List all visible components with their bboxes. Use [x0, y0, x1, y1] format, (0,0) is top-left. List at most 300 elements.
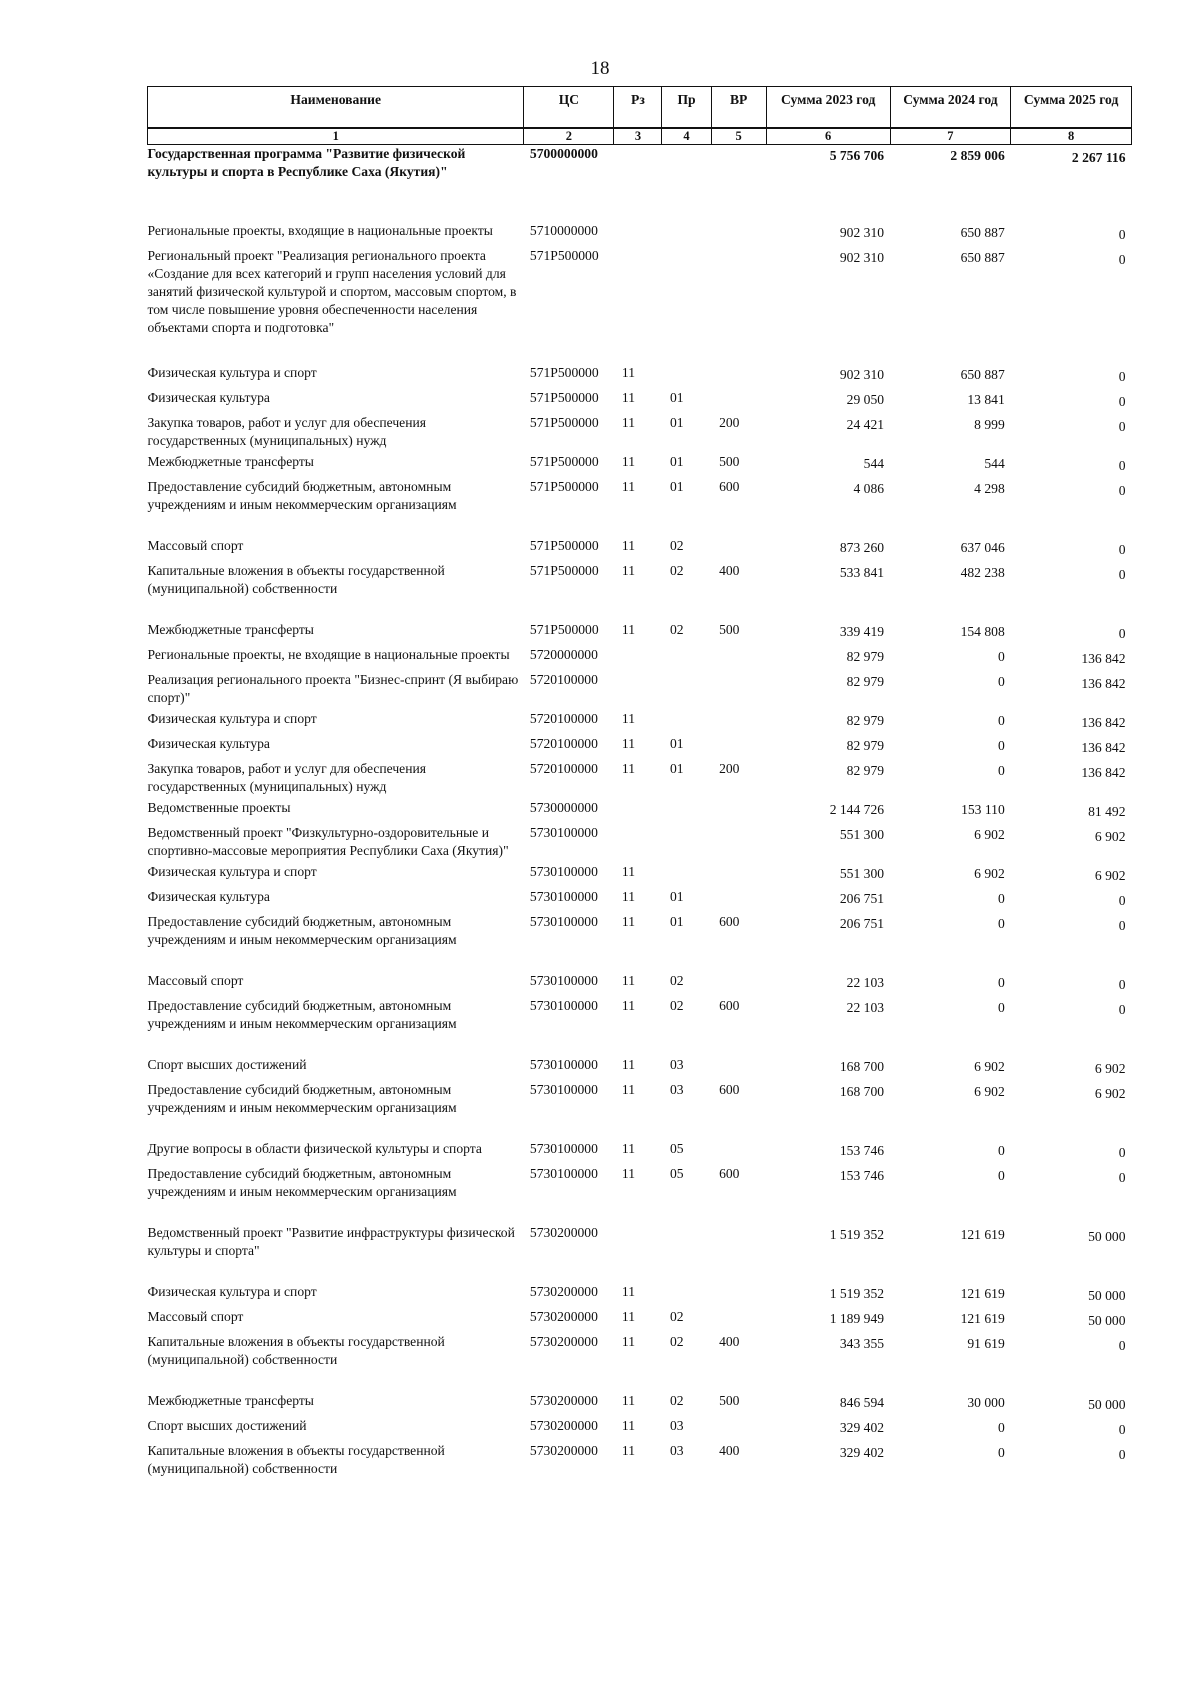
cell-sum-2023: 329 402 [839, 1420, 885, 1435]
cell-sum-2023: 82 979 [846, 713, 885, 728]
table-row [148, 972, 1132, 997]
cell-rz: 11 [621, 1418, 635, 1433]
cell-sum-2023: 24 421 [846, 417, 885, 432]
table-row [148, 799, 1132, 824]
cell-pr [662, 824, 711, 863]
cell-sum-2024: 482 238 [960, 565, 1005, 580]
cell-sum-2024: 13 841 [967, 392, 1005, 407]
table-row [148, 735, 1132, 760]
cell-sum-2023: 343 355 [839, 1336, 885, 1351]
cell-sum-2025: 136 842 [1081, 765, 1126, 780]
cell-name: Ведомственные проекты [147, 800, 291, 815]
cell-sum-2023: 551 300 [839, 827, 885, 842]
cell-pr: 03 [669, 1057, 684, 1072]
cell-sum-2024: 91 619 [967, 1336, 1005, 1351]
cell-cs: 5730100000 [529, 1057, 598, 1072]
cell-rz: 11 [621, 1082, 635, 1097]
cell-name: Массовый спорт [147, 973, 244, 988]
column-number: 8 [1011, 128, 1132, 145]
cell-pr [662, 247, 711, 364]
cell-cs: 5730200000 [529, 1418, 598, 1433]
cell-rz [614, 646, 662, 671]
cell-pr: 02 [669, 622, 684, 637]
column-number: 2 [524, 128, 614, 145]
cell-sum-2023: 82 979 [846, 738, 885, 753]
cell-name: Капитальные вложения в объекты государственной (муниципальной) собственности [147, 1334, 445, 1367]
page-number: 18 [590, 58, 610, 79]
cell-vr [711, 537, 766, 562]
cell-pr [662, 671, 711, 710]
budget-table [147, 86, 1132, 1481]
cell-sum-2024: 0 [997, 738, 1005, 753]
cell-sum-2025: 0 [1118, 483, 1126, 498]
cell-cs: 5720100000 [529, 711, 598, 726]
cell-cs: 5730100000 [529, 998, 598, 1013]
cell-sum-2023: 4 086 [853, 481, 885, 496]
cell-rz: 11 [621, 1166, 635, 1181]
table-row [148, 1417, 1132, 1442]
cell-name: Региональный проект "Реализация регионального проекта «Создание для всех категорий и групп населения условий для занятий физической культурой и спортом, массовым спортом, в том числе повышение уровня обеспеченности населения объектами спорта и подготовка" [147, 248, 517, 335]
cell-cs: 5730100000 [529, 825, 598, 840]
cell-cs: 5730200000 [529, 1309, 598, 1324]
cell-sum-2023: 153 746 [839, 1143, 885, 1158]
cell-vr: 500 [719, 454, 740, 469]
cell-sum-2025: 0 [1118, 1338, 1126, 1353]
cell-cs: 5730000000 [529, 800, 598, 815]
cell-rz [614, 247, 662, 364]
cell-pr: 01 [669, 889, 684, 904]
cell-cs: 571P500000 [529, 563, 599, 578]
table-row [148, 453, 1132, 478]
cell-rz: 11 [621, 711, 635, 726]
cell-sum-2024: 0 [997, 1445, 1005, 1460]
cell-cs: 5730100000 [529, 1082, 598, 1097]
cell-vr: 600 [719, 479, 740, 494]
cell-sum-2025: 0 [1118, 1447, 1126, 1462]
cell-sum-2024: 650 887 [960, 367, 1005, 382]
table-row [148, 414, 1132, 453]
cell-cs: 5730200000 [529, 1334, 598, 1349]
table-row [148, 145, 1132, 223]
table-row [148, 562, 1132, 621]
cell-sum-2025: 0 [1118, 918, 1126, 933]
cell-rz [614, 145, 662, 223]
cell-vr [711, 735, 766, 760]
cell-vr [711, 799, 766, 824]
cell-rz: 11 [621, 538, 635, 553]
cell-name: Предоставление субсидий бюджетным, автономным учреждениям и иным некоммерческим организациям [147, 479, 457, 512]
cell-pr: 01 [669, 390, 684, 405]
cell-vr: 400 [719, 563, 740, 578]
cell-name: Предоставление субсидий бюджетным, автономным учреждениям и иным некоммерческим организациям [147, 914, 457, 947]
table-body [148, 145, 1132, 1482]
column-number-row [148, 128, 1132, 145]
table-row [148, 478, 1132, 537]
cell-name: Массовый спорт [147, 538, 244, 553]
cell-name: Физическая культура и спорт [147, 365, 317, 380]
table-row [148, 222, 1132, 247]
cell-vr: 600 [719, 1082, 740, 1097]
cell-sum-2025: 6 902 [1094, 868, 1126, 883]
cell-cs: 5730200000 [529, 1393, 598, 1408]
cell-pr [662, 799, 711, 824]
cell-rz: 11 [621, 365, 635, 380]
cell-vr [711, 888, 766, 913]
cell-sum-2025: 0 [1118, 419, 1126, 434]
cell-sum-2025: 6 902 [1094, 829, 1126, 844]
cell-sum-2024: 121 619 [960, 1286, 1005, 1301]
cell-cs: 5700000000 [529, 146, 598, 161]
cell-sum-2023: 22 103 [846, 975, 885, 990]
cell-rz: 11 [621, 415, 635, 430]
table-row [148, 824, 1132, 863]
cell-pr: 03 [669, 1418, 684, 1433]
cell-sum-2023: 902 310 [839, 367, 885, 382]
cell-rz: 11 [621, 914, 635, 929]
cell-sum-2023: 206 751 [839, 916, 885, 931]
cell-cs: 5730200000 [529, 1443, 598, 1458]
cell-sum-2023: 902 310 [839, 250, 885, 265]
cell-rz: 11 [621, 1443, 635, 1458]
cell-vr [711, 972, 766, 997]
cell-sum-2025: 0 [1118, 893, 1126, 908]
cell-pr [662, 1224, 711, 1283]
cell-rz: 11 [621, 1141, 635, 1156]
cell-sum-2024: 6 902 [974, 1084, 1005, 1099]
cell-cs: 5710000000 [529, 223, 598, 238]
cell-sum-2024: 2 859 006 [950, 148, 1005, 163]
cell-pr: 02 [669, 1393, 684, 1408]
cell-pr: 02 [669, 563, 684, 578]
cell-sum-2024: 30 000 [967, 1395, 1005, 1410]
cell-vr [711, 1283, 766, 1308]
cell-sum-2025: 0 [1118, 977, 1126, 992]
header-cs: ЦС [524, 87, 614, 129]
cell-sum-2025: 0 [1118, 542, 1126, 557]
cell-cs: 571P500000 [529, 622, 599, 637]
cell-name: Предоставление субсидий бюджетным, автономным учреждениям и иным некоммерческим организациям [147, 998, 457, 1031]
cell-cs: 571P500000 [529, 454, 599, 469]
cell-name: Предоставление субсидий бюджетным, автономным учреждениям и иным некоммерческим организациям [147, 1166, 457, 1199]
cell-vr [711, 1224, 766, 1283]
cell-name: Закупка товаров, работ и услуг для обеспечения государственных (муниципальных) нужд [147, 415, 426, 448]
cell-sum-2023: 82 979 [846, 763, 885, 778]
cell-rz [614, 799, 662, 824]
cell-pr [662, 222, 711, 247]
cell-name: Межбюджетные трансферты [147, 454, 314, 469]
cell-sum-2024: 0 [997, 649, 1005, 664]
cell-cs: 571P500000 [529, 538, 599, 553]
cell-sum-2023: 846 594 [839, 1395, 885, 1410]
cell-name: Спорт высших достижений [147, 1057, 307, 1072]
cell-cs: 5720100000 [529, 761, 598, 776]
cell-sum-2025: 0 [1118, 369, 1126, 384]
cell-rz: 11 [621, 973, 635, 988]
cell-name: Физическая культура [147, 736, 270, 751]
cell-sum-2023: 5 756 706 [829, 148, 885, 163]
cell-sum-2025: 0 [1118, 227, 1126, 242]
cell-sum-2025: 0 [1118, 626, 1126, 641]
cell-sum-2023: 82 979 [846, 674, 885, 689]
cell-sum-2023: 873 260 [839, 540, 885, 555]
cell-sum-2025: 0 [1118, 567, 1126, 582]
cell-pr: 01 [669, 914, 684, 929]
cell-cs: 5720000000 [529, 647, 598, 662]
cell-sum-2024: 8 999 [974, 417, 1005, 432]
cell-sum-2023: 329 402 [839, 1445, 885, 1460]
cell-sum-2023: 168 700 [839, 1059, 885, 1074]
cell-sum-2024: 0 [997, 975, 1005, 990]
header-sum-2023: Сумма 2023 год [766, 87, 890, 129]
cell-sum-2024: 0 [997, 1000, 1005, 1015]
cell-sum-2025: 81 492 [1088, 804, 1126, 819]
cell-name: Реализация регионального проекта "Бизнес-спринт (Я выбираю спорт)" [147, 672, 519, 705]
cell-pr: 01 [669, 415, 684, 430]
cell-name: Другие вопросы в области физической культуры и спорта [147, 1141, 482, 1156]
cell-rz: 11 [621, 889, 635, 904]
cell-rz: 11 [621, 998, 635, 1013]
table-row [148, 389, 1132, 414]
cell-vr [711, 145, 766, 223]
cell-cs: 5730100000 [529, 973, 598, 988]
column-number: 1 [148, 128, 524, 145]
cell-vr [711, 389, 766, 414]
cell-vr: 400 [719, 1334, 740, 1349]
table-row [148, 1333, 1132, 1392]
table-row [148, 1224, 1132, 1283]
cell-rz: 11 [621, 736, 635, 751]
cell-name: Ведомственный проект "Физкультурно-оздоровительные и спортивно-массовые мероприятия Республики Саха (Якутия)" [147, 825, 509, 858]
cell-name: Предоставление субсидий бюджетным, автономным учреждениям и иным некоммерческим организациям [147, 1082, 457, 1115]
cell-rz [614, 671, 662, 710]
cell-sum-2024: 121 619 [960, 1311, 1005, 1326]
cell-rz: 11 [621, 1393, 635, 1408]
cell-sum-2025: 6 902 [1094, 1061, 1126, 1076]
header-name: Наименование [148, 87, 524, 129]
cell-cs: 571P500000 [529, 365, 599, 380]
header-sum-2025: Сумма 2025 год [1011, 87, 1132, 129]
table-row [148, 646, 1132, 671]
cell-sum-2025: 2 267 116 [1071, 150, 1126, 165]
cell-pr [662, 364, 711, 389]
cell-rz: 11 [621, 1309, 635, 1324]
cell-sum-2024: 0 [997, 1143, 1005, 1158]
cell-name: Физическая культура [147, 889, 270, 904]
cell-vr [711, 364, 766, 389]
table-row [148, 710, 1132, 735]
cell-name: Физическая культура [147, 390, 270, 405]
cell-rz: 11 [621, 563, 635, 578]
cell-sum-2025: 0 [1118, 1002, 1126, 1017]
cell-name: Региональные проекты, входящие в национальные проекты [147, 223, 493, 238]
table-row [148, 364, 1132, 389]
cell-sum-2023: 29 050 [846, 392, 885, 407]
cell-vr [711, 222, 766, 247]
cell-vr [711, 1056, 766, 1081]
cell-rz: 11 [621, 622, 635, 637]
cell-sum-2024: 0 [997, 1168, 1005, 1183]
cell-sum-2024: 0 [997, 891, 1005, 906]
cell-vr: 500 [719, 622, 740, 637]
table-row [148, 1308, 1132, 1333]
cell-sum-2025: 50 000 [1088, 1229, 1126, 1244]
header-rz: Рз [614, 87, 662, 129]
cell-vr: 200 [719, 761, 740, 776]
cell-sum-2023: 168 700 [839, 1084, 885, 1099]
table-row [148, 863, 1132, 888]
table-row [148, 1056, 1132, 1081]
cell-name: Физическая культура и спорт [147, 1284, 317, 1299]
cell-rz [614, 824, 662, 863]
cell-sum-2023: 153 746 [839, 1168, 885, 1183]
cell-name: Межбюджетные трансферты [147, 622, 314, 637]
cell-pr: 01 [669, 454, 684, 469]
cell-vr [711, 824, 766, 863]
cell-cs: 5720100000 [529, 672, 598, 687]
cell-name: Физическая культура и спорт [147, 711, 317, 726]
cell-vr [711, 1140, 766, 1165]
cell-pr: 05 [669, 1166, 684, 1181]
cell-sum-2025: 0 [1118, 252, 1126, 267]
table-row [148, 1392, 1132, 1417]
cell-sum-2024: 4 298 [974, 481, 1005, 496]
table-row [148, 671, 1132, 710]
cell-name: Ведомственный проект "Развитие инфраструктуры физической культуры и спорта" [147, 1225, 515, 1258]
cell-vr: 200 [719, 415, 740, 430]
cell-pr: 02 [669, 998, 684, 1013]
cell-sum-2024: 153 110 [961, 802, 1005, 817]
cell-vr [711, 247, 766, 364]
cell-pr: 02 [669, 1309, 684, 1324]
header-pr: Пр [662, 87, 711, 129]
cell-cs: 5730200000 [529, 1284, 598, 1299]
cell-pr: 01 [669, 761, 684, 776]
cell-rz: 11 [621, 1057, 635, 1072]
table-row [148, 247, 1132, 364]
cell-cs: 5730100000 [529, 889, 598, 904]
cell-pr: 02 [669, 1334, 684, 1349]
cell-sum-2023: 2 144 726 [829, 802, 885, 817]
cell-rz: 11 [621, 1284, 635, 1299]
cell-sum-2024: 650 887 [960, 225, 1005, 240]
table-row [148, 537, 1132, 562]
cell-sum-2024: 121 619 [960, 1227, 1005, 1242]
cell-rz [614, 1224, 662, 1283]
table-row [148, 997, 1132, 1056]
cell-pr [662, 1283, 711, 1308]
cell-sum-2023: 82 979 [846, 649, 885, 664]
cell-sum-2025: 0 [1118, 1422, 1126, 1437]
cell-sum-2023: 22 103 [846, 1000, 885, 1015]
cell-name: Капитальные вложения в объекты государственной (муниципальной) собственности [147, 563, 445, 596]
cell-vr [711, 671, 766, 710]
cell-sum-2024: 0 [997, 1420, 1005, 1435]
cell-pr: 03 [669, 1082, 684, 1097]
column-number: 6 [766, 128, 890, 145]
table-row [148, 1140, 1132, 1165]
cell-name: Государственная программа "Развитие физической культуры и спорта в Республике Саха (Якутия)" [147, 146, 466, 179]
cell-rz: 11 [621, 390, 635, 405]
cell-pr [662, 145, 711, 223]
cell-cs: 5730200000 [529, 1225, 598, 1240]
cell-sum-2023: 1 519 352 [829, 1227, 885, 1242]
header-vr: ВР [711, 87, 766, 129]
cell-name: Массовый спорт [147, 1309, 244, 1324]
cell-sum-2025: 136 842 [1081, 651, 1126, 666]
cell-sum-2025: 136 842 [1081, 676, 1126, 691]
cell-rz: 11 [621, 479, 635, 494]
cell-sum-2023: 544 [863, 456, 885, 471]
cell-rz [614, 222, 662, 247]
cell-pr: 05 [669, 1141, 684, 1156]
cell-sum-2025: 0 [1118, 394, 1126, 409]
table-row [148, 913, 1132, 972]
cell-pr: 02 [669, 538, 684, 553]
cell-vr [711, 863, 766, 888]
header-row [148, 87, 1132, 129]
cell-pr [662, 863, 711, 888]
cell-sum-2024: 154 808 [960, 624, 1005, 639]
cell-sum-2024: 650 887 [960, 250, 1005, 265]
header-sum-2024: Сумма 2024 год [890, 87, 1011, 129]
cell-vr: 600 [719, 1166, 740, 1181]
cell-vr [711, 1308, 766, 1333]
cell-vr: 500 [719, 1393, 740, 1408]
cell-sum-2023: 1 519 352 [829, 1286, 885, 1301]
cell-sum-2025: 6 902 [1094, 1086, 1126, 1101]
cell-sum-2023: 206 751 [839, 891, 885, 906]
cell-sum-2025: 50 000 [1088, 1313, 1126, 1328]
cell-sum-2025: 136 842 [1081, 715, 1126, 730]
cell-cs: 5730100000 [529, 914, 598, 929]
cell-sum-2025: 50 000 [1088, 1397, 1126, 1412]
cell-cs: 5730100000 [529, 864, 598, 879]
cell-cs: 571P500000 [529, 415, 599, 430]
table-row [148, 888, 1132, 913]
cell-pr [662, 710, 711, 735]
cell-sum-2024: 637 046 [960, 540, 1005, 555]
cell-name: Региональные проекты, не входящие в национальные проекты [147, 647, 510, 662]
cell-name: Капитальные вложения в объекты государственной (муниципальной) собственности [147, 1443, 445, 1476]
cell-cs: 5720100000 [529, 736, 598, 751]
cell-vr: 600 [719, 914, 740, 929]
cell-pr [662, 646, 711, 671]
cell-cs: 571P500000 [529, 248, 599, 263]
cell-sum-2024: 0 [997, 763, 1005, 778]
cell-sum-2023: 533 841 [839, 565, 885, 580]
cell-pr: 01 [669, 736, 684, 751]
table-row [148, 1442, 1132, 1481]
table-row [148, 1081, 1132, 1140]
cell-rz: 11 [621, 864, 635, 879]
cell-sum-2024: 0 [997, 713, 1005, 728]
cell-sum-2025: 136 842 [1081, 740, 1126, 755]
cell-vr [711, 646, 766, 671]
cell-sum-2023: 1 189 949 [829, 1311, 885, 1326]
cell-rz: 11 [621, 454, 635, 469]
cell-cs: 5730100000 [529, 1166, 598, 1181]
column-number: 3 [614, 128, 662, 145]
cell-rz: 11 [621, 1334, 635, 1349]
cell-sum-2024: 0 [997, 674, 1005, 689]
cell-cs: 5730100000 [529, 1141, 598, 1156]
cell-rz: 11 [621, 761, 635, 776]
column-number: 7 [890, 128, 1011, 145]
column-number: 4 [662, 128, 711, 145]
table-row [148, 621, 1132, 646]
cell-sum-2023: 902 310 [839, 225, 885, 240]
cell-sum-2025: 0 [1118, 1170, 1126, 1185]
